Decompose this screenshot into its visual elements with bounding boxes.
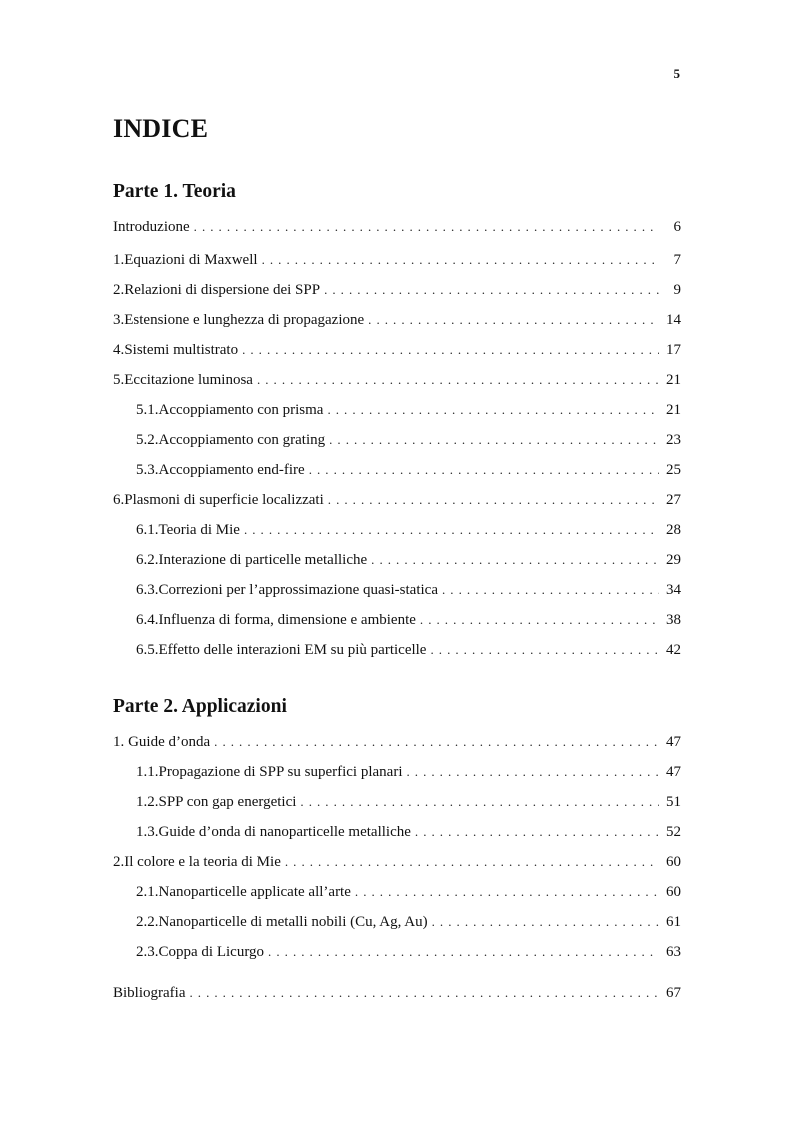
toc-subentry[interactable]	[136, 791, 681, 813]
toc-entry-page: 47	[666, 764, 681, 780]
toc-entry-page: 23	[666, 432, 681, 448]
toc-entry-number: 1.1.	[136, 764, 159, 780]
toc-entry-number: 4.	[113, 342, 125, 358]
toc-entry-page: 21	[666, 372, 681, 388]
toc-entry-page: 52	[666, 824, 681, 840]
toc-entry-page: 21	[666, 402, 681, 418]
dot-leader	[442, 579, 659, 601]
toc-entry-number: 6.3.	[136, 582, 159, 598]
toc-entry[interactable]	[113, 731, 681, 753]
dot-leader	[262, 249, 659, 271]
toc-entry[interactable]	[113, 489, 681, 511]
toc-entry-label: Guide d’onda di nanoparticelle metalliche	[158, 824, 411, 840]
toc-entry-page: 42	[666, 642, 681, 658]
toc-entry[interactable]	[113, 369, 681, 391]
toc-entry-page: 14	[666, 312, 681, 328]
toc-entry-number: 3.	[113, 312, 125, 328]
dot-leader	[309, 459, 659, 481]
dot-leader	[371, 549, 659, 571]
toc-entry-number: 5.3.	[136, 462, 159, 478]
toc-entry-number: 5.	[113, 372, 125, 388]
dot-leader	[432, 911, 659, 933]
toc-entry-number: 6.2.	[136, 552, 159, 568]
toc-entry-number: 2.	[113, 282, 125, 298]
toc-entry-label: Eccitazione luminosa	[124, 372, 253, 388]
part1-title: Parte 1. Teoria	[113, 181, 236, 202]
toc-entry-number: 1.	[113, 252, 125, 268]
dot-leader	[244, 519, 659, 541]
toc-entry-label: Correzioni per l’approssimazione quasi-statica	[158, 582, 438, 598]
toc-entry-number: 6.5.	[136, 642, 159, 658]
toc-entry-page: 60	[666, 854, 681, 870]
toc-entry-page: 34	[666, 582, 681, 598]
toc-entry-number: 5.2.	[136, 432, 159, 448]
toc-subentry[interactable]	[136, 579, 681, 601]
toc-entry-page: 67	[666, 985, 681, 1001]
dot-leader	[257, 369, 659, 391]
toc-subentry[interactable]	[136, 911, 681, 933]
toc-entry-page: 9	[673, 282, 681, 298]
toc-entry-page: 17	[666, 342, 681, 358]
toc-subentry[interactable]	[136, 881, 681, 903]
toc-entry-page: 47	[666, 734, 681, 750]
toc-entry-page: 27	[666, 492, 681, 508]
toc-entry-label: Influenza di forma, dimensione e ambiente	[158, 612, 416, 628]
page-number: 5	[673, 66, 680, 81]
toc-entry-label: Guide d’onda	[128, 734, 211, 750]
toc-entry-number: 2.2.	[136, 914, 159, 930]
toc-entry[interactable]	[113, 851, 681, 873]
toc-entry-page: 61	[666, 914, 681, 930]
toc-entry-label: Teoria di Mie	[158, 522, 240, 538]
toc-entry-number: 5.1.	[136, 402, 159, 418]
toc-entry-page: 6	[673, 219, 681, 235]
dot-leader	[300, 791, 659, 813]
toc-entry-label: Il colore e la teoria di Mie	[124, 854, 281, 870]
toc-subentry[interactable]	[136, 399, 681, 421]
dot-leader	[420, 609, 659, 631]
toc-entry-number: 6.	[113, 492, 125, 508]
dot-leader	[415, 821, 659, 843]
toc-entry-label: SPP con gap energetici	[158, 794, 297, 810]
toc-entry-number: 2.3.	[136, 944, 159, 960]
toc-entry-number: 1.	[113, 734, 125, 750]
toc-entry-page: 38	[666, 612, 681, 628]
toc-entry-label: Accoppiamento con prisma	[158, 402, 324, 418]
toc-entry-label: Introduzione	[113, 219, 190, 235]
dot-leader	[406, 761, 659, 783]
toc-subentry[interactable]	[136, 519, 681, 541]
toc-subentry[interactable]	[136, 639, 681, 661]
page-title: INDICE	[113, 114, 209, 143]
toc-entry[interactable]	[113, 339, 681, 361]
dot-leader	[242, 339, 659, 361]
toc-entry-label: Sistemi multistrato	[124, 342, 239, 358]
toc-entry-label: Relazioni di dispersione dei SPP	[124, 282, 321, 298]
toc-entry-label: Estensione e lunghezza di propagazione	[124, 312, 365, 328]
toc-entry-page: 51	[666, 794, 681, 810]
toc-entry-page: 7	[673, 252, 681, 268]
toc-subentry[interactable]	[136, 761, 681, 783]
dot-leader	[214, 731, 659, 753]
toc-entry-page: 25	[666, 462, 681, 478]
toc-entry[interactable]	[113, 279, 681, 301]
toc-subentry[interactable]	[136, 459, 681, 481]
dot-leader	[189, 982, 659, 1004]
toc-entry-number: 1.2.	[136, 794, 159, 810]
toc-entry-page: 63	[666, 944, 681, 960]
toc-subentry[interactable]	[136, 549, 681, 571]
dot-leader	[328, 489, 659, 511]
toc-entry-page: 29	[666, 552, 681, 568]
toc-entry-label: Accoppiamento end-fire	[158, 462, 305, 478]
dot-leader	[285, 851, 659, 873]
toc-entry-number: 6.1.	[136, 522, 159, 538]
toc-entry[interactable]	[113, 249, 681, 271]
dot-leader	[355, 881, 659, 903]
part2-title: Parte 2. Applicazioni	[113, 696, 287, 717]
toc-entry-introduzione[interactable]	[113, 216, 681, 238]
toc-subentry[interactable]	[136, 609, 681, 631]
toc-entry-number: 6.4.	[136, 612, 159, 628]
toc-entry-label: Nanoparticelle applicate all’arte	[158, 884, 351, 900]
toc-entry-bibliografia[interactable]	[113, 982, 681, 1004]
dot-leader	[194, 216, 659, 238]
toc-entry-label: Interazione di particelle metalliche	[158, 552, 368, 568]
dot-leader	[368, 309, 659, 331]
toc-entry-number: 1.3.	[136, 824, 159, 840]
toc-entry-label: Effetto delle interazioni EM su più particelle	[158, 642, 427, 658]
toc-entry-label: Nanoparticelle di metalli nobili (Cu, Ag, Au)	[158, 914, 428, 930]
toc-entry-number: 2.1.	[136, 884, 159, 900]
toc-entry-label: Accoppiamento con grating	[158, 432, 326, 448]
dot-leader	[268, 941, 659, 963]
toc-entry-label: Bibliografia	[113, 985, 186, 1001]
toc-entry-label: Equazioni di Maxwell	[124, 252, 258, 268]
toc-entry-label: Plasmoni di superficie localizzati	[124, 492, 324, 508]
toc-entry-label: Propagazione di SPP su superfici planari	[158, 764, 403, 780]
toc-entry-number: 2.	[113, 854, 125, 870]
toc-subentry[interactable]	[136, 821, 681, 843]
dot-leader	[430, 639, 659, 661]
toc-entry[interactable]	[113, 309, 681, 331]
toc-entry-page: 60	[666, 884, 681, 900]
dot-leader	[327, 399, 659, 421]
dot-leader	[324, 279, 659, 301]
toc-entry-page: 28	[666, 522, 681, 538]
toc-entry-label: Coppa di Licurgo	[158, 944, 265, 960]
toc-subentry[interactable]	[136, 941, 681, 963]
dot-leader	[329, 429, 659, 451]
toc-subentry[interactable]	[136, 429, 681, 451]
